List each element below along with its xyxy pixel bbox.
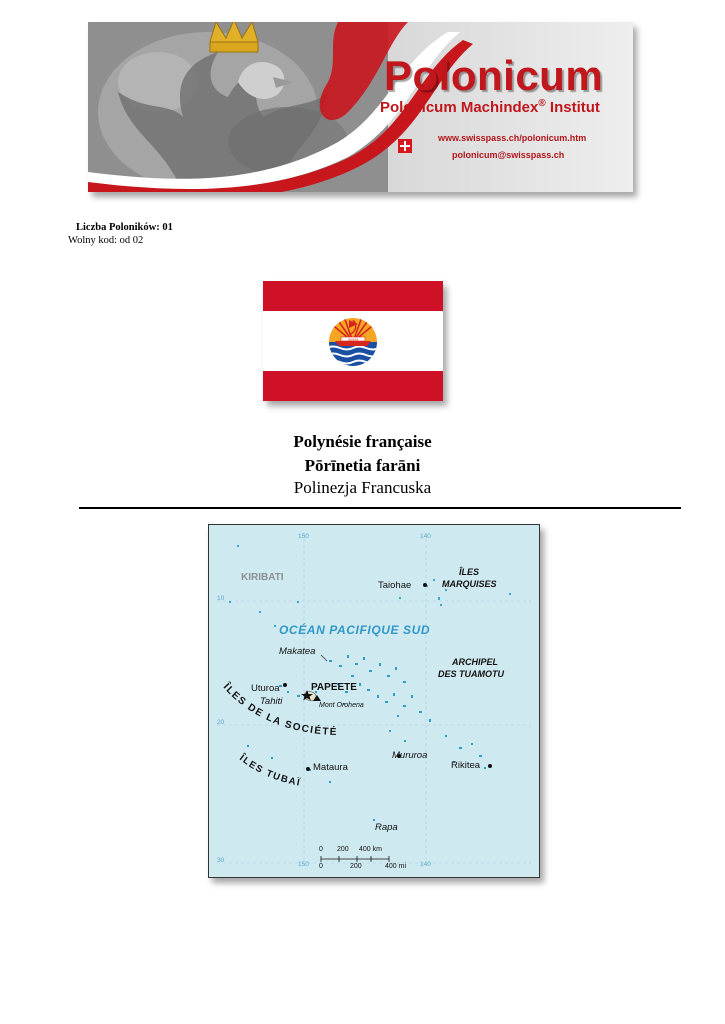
scale-mi-400: 400 mi [385,863,407,870]
label-marquesas-2: MARQUISES [442,579,497,589]
country-map [208,524,540,878]
email-link[interactable]: polonicum@swisspass.ch [452,150,565,160]
swiss-flag-icon [398,139,412,153]
label-taiohae: Taiohae [378,580,412,591]
brand-title: Polonicum [384,52,604,99]
name-french: Polynésie française [293,432,432,451]
label-papeete: PAPEETE [311,682,357,693]
scale-km-200: 200 [337,846,349,853]
tick-lat-20: 20 [217,719,225,726]
divider [79,507,681,509]
label-mururoa: Mururoa [392,750,428,761]
coat-of-arms-icon [327,312,379,370]
scale-km-0: 0 [319,846,323,853]
label-tuamotu-2: DES TUAMOTU [438,669,504,679]
svg-text:xxxxx: xxxxx [347,337,359,342]
label-uturoa: Uturoa [251,683,280,694]
label-kiribati: KIRIBATI [241,572,284,583]
free-code: Wolny kod: od 02 [68,235,144,246]
label-ocean: OCÉAN PACIFIQUE SUD [279,623,431,637]
tick-lon-140-bottom: 140 [420,861,431,868]
label-rikitea: Rikitea [451,760,481,771]
label-mataura: Mataura [313,762,348,773]
website-link[interactable]: www.swisspass.ch/polonicum.htm [438,133,587,143]
tick-lon-150-bottom: 150 [298,861,309,868]
label-tubai: ÎLES TUBAÏ [237,752,302,789]
scale-mi-200: 200 [350,863,362,870]
name-polish: Polinezja Francuska [293,478,432,497]
label-makatea: Makatea [279,646,316,657]
tick-lat-10: 10 [217,595,225,602]
tick-lon-140: 140 [420,533,431,540]
label-mont-orohena: Mont Orohena [319,702,364,709]
label-society: ÎLES DE LA SOCIÉTÉ [220,681,339,739]
tick-lat-30: 30 [217,857,225,864]
scale-mi-0: 0 [319,863,323,870]
label-marquesas-1: ÎLES [459,567,480,577]
name-tahitian: Pōrīnetia farāni [304,456,421,475]
header-banner [88,22,633,192]
tick-lon-150: 150 [298,533,309,540]
french-polynesia-flag [263,281,443,401]
curved-labels [209,525,539,877]
polonik-count: Liczba Poloników: 01 [76,222,173,233]
scale-km-400: 400 km [359,846,382,853]
brand-subtitle: Polonicum Machindex® Institut [380,98,600,116]
label-tuamotu-1: ARCHIPEL [452,657,499,667]
label-tahiti: Tahiti [260,696,283,707]
label-rapa: Rapa [375,822,398,833]
